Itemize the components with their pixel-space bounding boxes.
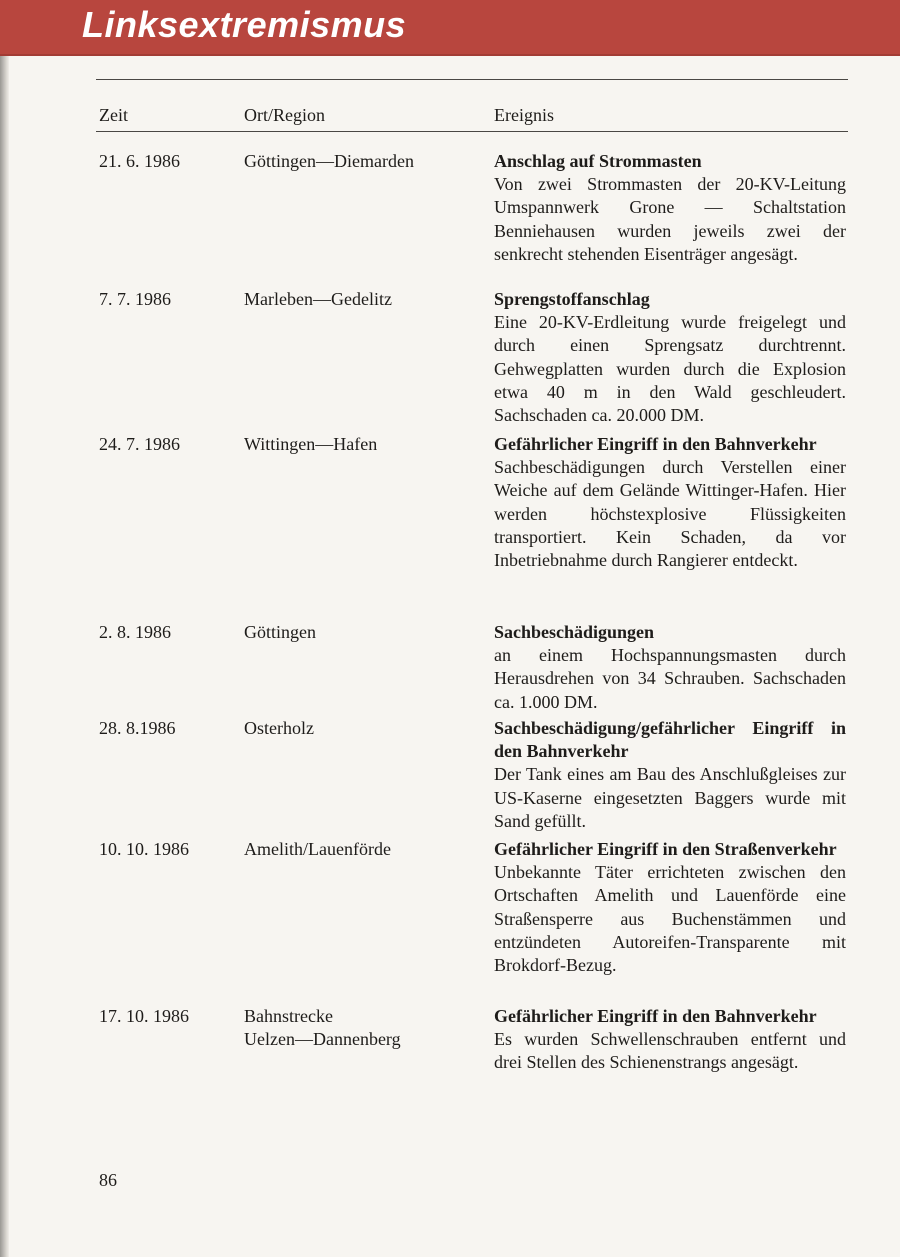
row-place: Marleben—Gedelitz — [244, 289, 392, 309]
event-description: Unbekannte Täter errichteten zwischen den Ortschaften Amelith und Lauenförde eine Straßensperre aus Buchenstämmen und entzündeten Autoreifen-Transparente mit Brokdorf-Bezug. — [494, 862, 846, 976]
row-event — [494, 621, 846, 717]
event-title: Anschlag auf Strommasten — [494, 151, 702, 171]
row-date: 17. 10. 1986 — [99, 1006, 189, 1026]
row-date: 28. 8.1986 — [99, 718, 176, 738]
row-event — [494, 433, 846, 621]
page-number: 86 — [99, 1170, 117, 1190]
table-row — [0, 150, 900, 288]
row-event — [494, 838, 846, 1005]
row-date: 10. 10. 1986 — [99, 839, 189, 859]
event-description: Von zwei Strommasten der 20-KV-Leitung Umspannwerk Grone — Schaltstation Benniehausen wurden jeweils zwei der senkrecht stehenden Eisenträger angesägt. — [494, 174, 846, 264]
event-title: Gefährlicher Eingriff in den Bahnverkehr — [494, 1006, 817, 1026]
table-header-rule — [96, 131, 848, 132]
row-place: Göttingen—Diemarden — [244, 151, 414, 171]
row-place: Göttingen — [244, 622, 316, 642]
column-header-zeit: Zeit — [99, 105, 128, 125]
row-event — [494, 717, 846, 838]
row-date: 21. 6. 1986 — [99, 151, 180, 171]
event-description: Es wurden Schwellenschrauben entfernt und drei Stellen des Schienenstrangs angesägt. — [494, 1029, 846, 1073]
row-date: 7. 7. 1986 — [99, 289, 171, 309]
event-title: Gefährlicher Eingriff in den Bahnverkehr — [494, 434, 817, 454]
events-table-body — [0, 150, 900, 1125]
column-header-ort-region: Ort/Region — [244, 105, 325, 125]
row-event — [494, 288, 846, 433]
chapter-title: Linksextremismus — [82, 4, 407, 45]
row-place: Osterholz — [244, 718, 314, 738]
column-header-ereignis: Ereignis — [494, 105, 554, 125]
row-event — [494, 1005, 846, 1125]
table-row — [0, 838, 900, 1005]
event-description: an einem Hochspannungsmasten durch Herausdrehen von 34 Schrauben. Sachschaden ca. 1.000 DM. — [494, 645, 846, 712]
table-row — [0, 288, 900, 433]
event-title: Gefährlicher Eingriff in den Straßenverkehr — [494, 839, 837, 859]
event-title: Sachbeschädigungen — [494, 622, 655, 642]
row-place: Amelith/Lauenförde — [244, 839, 391, 859]
table-row — [0, 1005, 900, 1125]
row-date: 24. 7. 1986 — [99, 434, 180, 454]
table-row — [0, 717, 900, 838]
event-description: Sachbeschädigungen durch Verstellen einer Weiche auf dem Gelände Wittinger-Hafen. Hier werden höchstexplosive Flüssigkeiten transportiert. Kein Schaden, da vor Inbetriebnahme durch Rangierer entdeckt. — [494, 457, 846, 571]
event-description: Der Tank eines am Bau des Anschlußgleises zur US-Kaserne eingesetzten Baggers wurde mit Sand gefüllt. — [494, 764, 846, 831]
row-event — [494, 150, 846, 288]
row-place: Wittingen—Hafen — [244, 434, 378, 454]
chapter-header-bar — [0, 0, 900, 56]
event-description: Eine 20-KV-Erdleitung wurde freigelegt und durch einen Sprengsatz durchtrennt. Gehwegplatten wurden durch die Explosion etwa 40 m in den Wald geschleudert. Sachschaden ca. 20.000 DM. — [494, 312, 846, 426]
row-place: Bahnstrecke Uelzen—Dannenberg — [244, 1006, 401, 1050]
table-top-rule — [96, 79, 848, 80]
event-title: Sachbeschädigung/gefährlicher Eingriff in den Bahnverkehr — [494, 718, 846, 762]
table-row — [0, 621, 900, 717]
table-row — [0, 433, 900, 621]
row-date: 2. 8. 1986 — [99, 622, 171, 642]
event-title: Sprengstoffanschlag — [494, 289, 650, 309]
